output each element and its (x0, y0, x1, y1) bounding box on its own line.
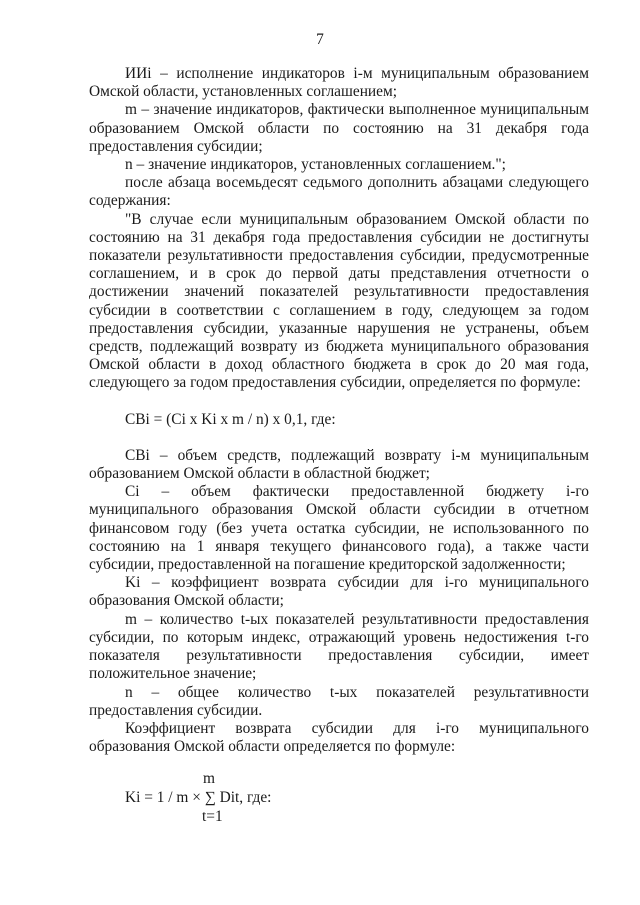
paragraph: n – значение индикаторов, установленных соглашением."; (125, 156, 506, 174)
spacer (89, 429, 589, 447)
sum-lower-limit: t=1 (202, 808, 223, 826)
paragraph: Ki – коэффициент возврата субсидии для i-го муниципального образования Омской области; (89, 574, 589, 610)
document-body (89, 65, 589, 830)
spacer (89, 393, 589, 411)
paragraph: ИИi – исполнение индикаторов i-м муниципальным образованием Омской области, установленных соглашением; (89, 65, 589, 101)
paragraph: m – значение индикаторов, фактически выполненное муниципальным образованием Омской области по состоянию на 31 декабря года предоставления субсидии; (89, 101, 589, 155)
paragraph: после абзаца восемьдесят седьмого дополнить абзацами следующего содержания: (89, 174, 589, 210)
paragraph: Коэффициент возврата субсидии для i-го муниципального образования Омской области определяется по формуле: (89, 719, 589, 756)
formula-ki-main: Ki = 1 / m × ∑ Dit, где: (125, 789, 272, 807)
paragraph: "В случае если муниципальным образованием Омской области по состоянию на 31 декабря года предоставления субсидии не достигнуты показатели результативности предоставления субсидии, предусмотренные соглашением, и в срок до первой даты представления отчетности о достижении значений показателей результативности предоставления субсидии в соответствии с соглашением в году, следующем за годом предоставления субсидии, указанные нарушения не устранены, объем средств, подлежащий возврату из бюджета муниципального образования Омской области в доход областного бюджета в срок до 20 мая года, следующего за годом предоставления субсидии, определяется по формуле: (89, 210, 589, 392)
page-number: 7 (316, 31, 324, 48)
formula-cbi: СВi = (Ci x Ki x m / n) x 0,1, где: (125, 410, 336, 428)
paragraph: Ci – объем фактически предоставленной бюджету i-го муниципального образования Омской области субсидии в отчетном финансовом году (без учета остатка субсидии, не использованного по состоянию на 1 января текущего финансового года), а также части субсидии, предоставленной на погашение кредиторской задолженности; (89, 483, 589, 574)
sum-upper-limit: m (203, 770, 215, 788)
paragraph: n – общее количество t-ых показателей результативности предоставления субсидии. (89, 683, 589, 719)
formula-ki (89, 770, 589, 830)
paragraph: m – количество t-ых показателей результативности предоставления субсидии, по которым индекс, отражающий уровень недостижения t-го показателя результативности предоставления субсидии, имеет положительное значение; (89, 610, 589, 683)
paragraph: СВi – объем средств, подлежащий возврату i-м муниципальным образованием Омской области в областной бюджет; (89, 446, 589, 483)
